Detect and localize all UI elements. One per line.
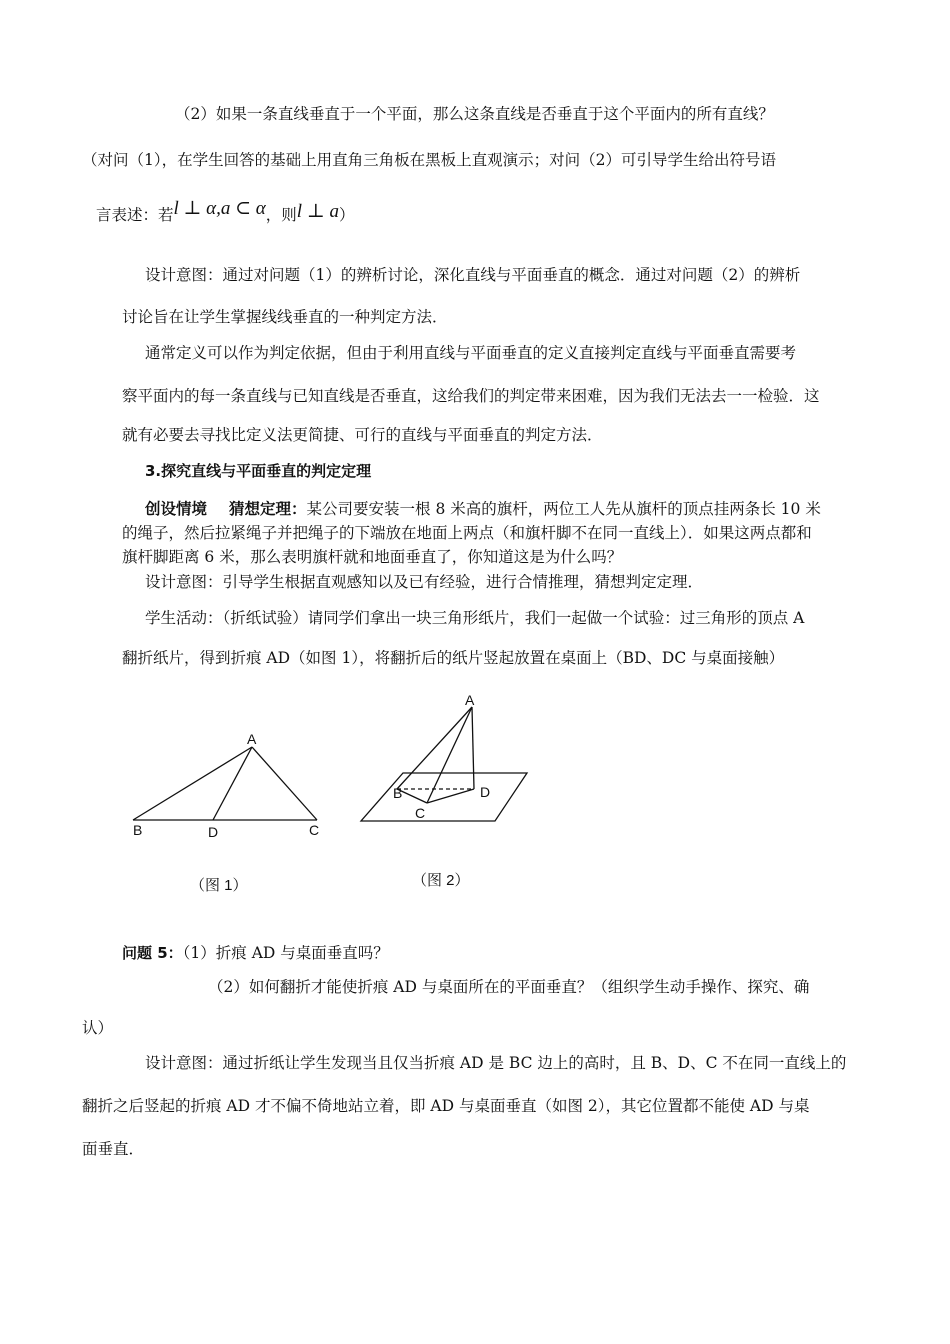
figure-2-folded (355, 692, 535, 827)
fig2-plane (361, 773, 527, 821)
fig2-edge-AB (397, 707, 472, 789)
fig1-label-C: C (309, 822, 320, 838)
fig2-edge-CD (427, 789, 474, 803)
paragraph-activity-1: 学生活动：（折纸试验）请同学们拿出一块三角形纸片，我们一起做一个试验：过三角形的顶点 A (145, 609, 805, 627)
fig1-edge-AC (252, 747, 317, 820)
paragraph-design-intent-1: 设计意图：通过对问题（1）的辨析讨论，深化直线与平面垂直的概念．通过对问题（2）的辨析 (145, 266, 801, 284)
paragraph-definition-1: 通常定义可以作为判定依据，但由于利用直线与平面垂直的定义直接判定直线与平面垂直需要考 (145, 344, 797, 362)
fig2-label-B: B (393, 785, 403, 801)
fig1-label-D: D (208, 824, 219, 840)
paragraph-scenario-1 (145, 497, 821, 519)
conjecture-label: 猜想定理： (229, 499, 307, 518)
question-5-part-2: （2）如何翻折才能使折痕 AD 与桌面所在的平面垂直？（组织学生动手操作、探究、确 (208, 978, 810, 996)
question-5-line-1 (122, 941, 389, 963)
fig1-crease-AD (213, 747, 252, 820)
paragraph-definition-3: 就有必要去寻找比定义法更简捷、可行的直线与平面垂直的判定方法． (122, 426, 603, 444)
paragraph-question-2: （2）如果一条直线垂直于一个平面，那么这条直线是否垂直于这个平面内的所有直线？ (175, 105, 774, 123)
figure-1-caption: （图 1） (190, 877, 248, 894)
paragraph-design-intent-2: 设计意图：引导学生根据直观感知以及已有经验，进行合情推理，猜想判定定理． (145, 573, 704, 591)
symbolic-prefix: 言表述：若 (96, 206, 174, 224)
paragraph-definition-2: 察平面内的每一条直线与已知直线是否垂直，这给我们的判定带来困难，因为我们无法去一一检验．这 (122, 387, 820, 405)
figure-2-caption: （图 2） (412, 872, 470, 889)
fig2-label-A: A (465, 692, 475, 708)
paragraph-activity-2: 翻折纸片，得到折痕 AD（如图 1），将翻折后的纸片竖起放置在桌面上（BD、DC 与桌面接触） (122, 649, 785, 667)
math-conclusion: l ⊥ a (296, 201, 339, 222)
paragraph-design-intent-3-cont-1: 翻折之后竖起的折痕 AD 才不偏不倚地站立着，即 AD 与桌面垂直（如图 2），其它位置都不能使 AD 与桌 (82, 1097, 810, 1115)
paragraph-note: （对问（1），在学生回答的基础上用直角三角板在黑板上直观演示；对问（2）可引导学生给出符号语 (82, 151, 776, 169)
fig1-edge-AB (133, 747, 252, 820)
paragraph-scenario-2: 的绳子，然后拉紧绳子并把绳子的下端放在地面上两点（和旗杆脚不在同一直线上）．如果这两点都和 (122, 524, 812, 542)
math-condition: l ⊥ α,a ⊂ α (173, 198, 266, 219)
question-5-part-1: （1）折痕 AD 与桌面垂直吗？ (182, 944, 389, 962)
figure-1-triangle (125, 730, 335, 840)
question-5-label: 问题 5： (122, 944, 183, 962)
paragraph-scenario-3: 旗杆脚距离 6 米，那么表明旗杆就和地面垂直了，你知道这是为什么吗？ (122, 548, 623, 566)
symbolic-then: ，则 (265, 206, 297, 224)
scenario-text: 某公司要安装一根 8 米高的旗杆，两位工人先从旗杆的顶点挂两条长 10 米 (306, 500, 821, 518)
paragraph-design-intent-3: 设计意图：通过折纸让学生发现当且仅当折痕 AD 是 BC 边上的高时，且 B、D、C 不在同一直线上的 (145, 1054, 847, 1072)
fig1-label-A: A (247, 731, 257, 747)
paragraph-design-intent-3-cont-2: 面垂直． (82, 1140, 145, 1158)
fig2-crease-AD (472, 707, 474, 789)
fig2-label-D: D (480, 784, 491, 800)
paragraph-design-intent-1-cont: 讨论旨在让学生掌握线线垂直的一种判定方法． (122, 308, 448, 326)
symbolic-suffix: ） (338, 206, 355, 224)
scenario-label: 创设情境 (145, 499, 208, 518)
fig2-label-C: C (415, 805, 426, 821)
fig1-label-B: B (133, 822, 143, 838)
section-heading: 3.探究直线与平面垂直的判定定理 (145, 462, 372, 480)
question-5-part-2-cont: 认） (82, 1019, 114, 1037)
paragraph-symbolic (96, 198, 355, 226)
